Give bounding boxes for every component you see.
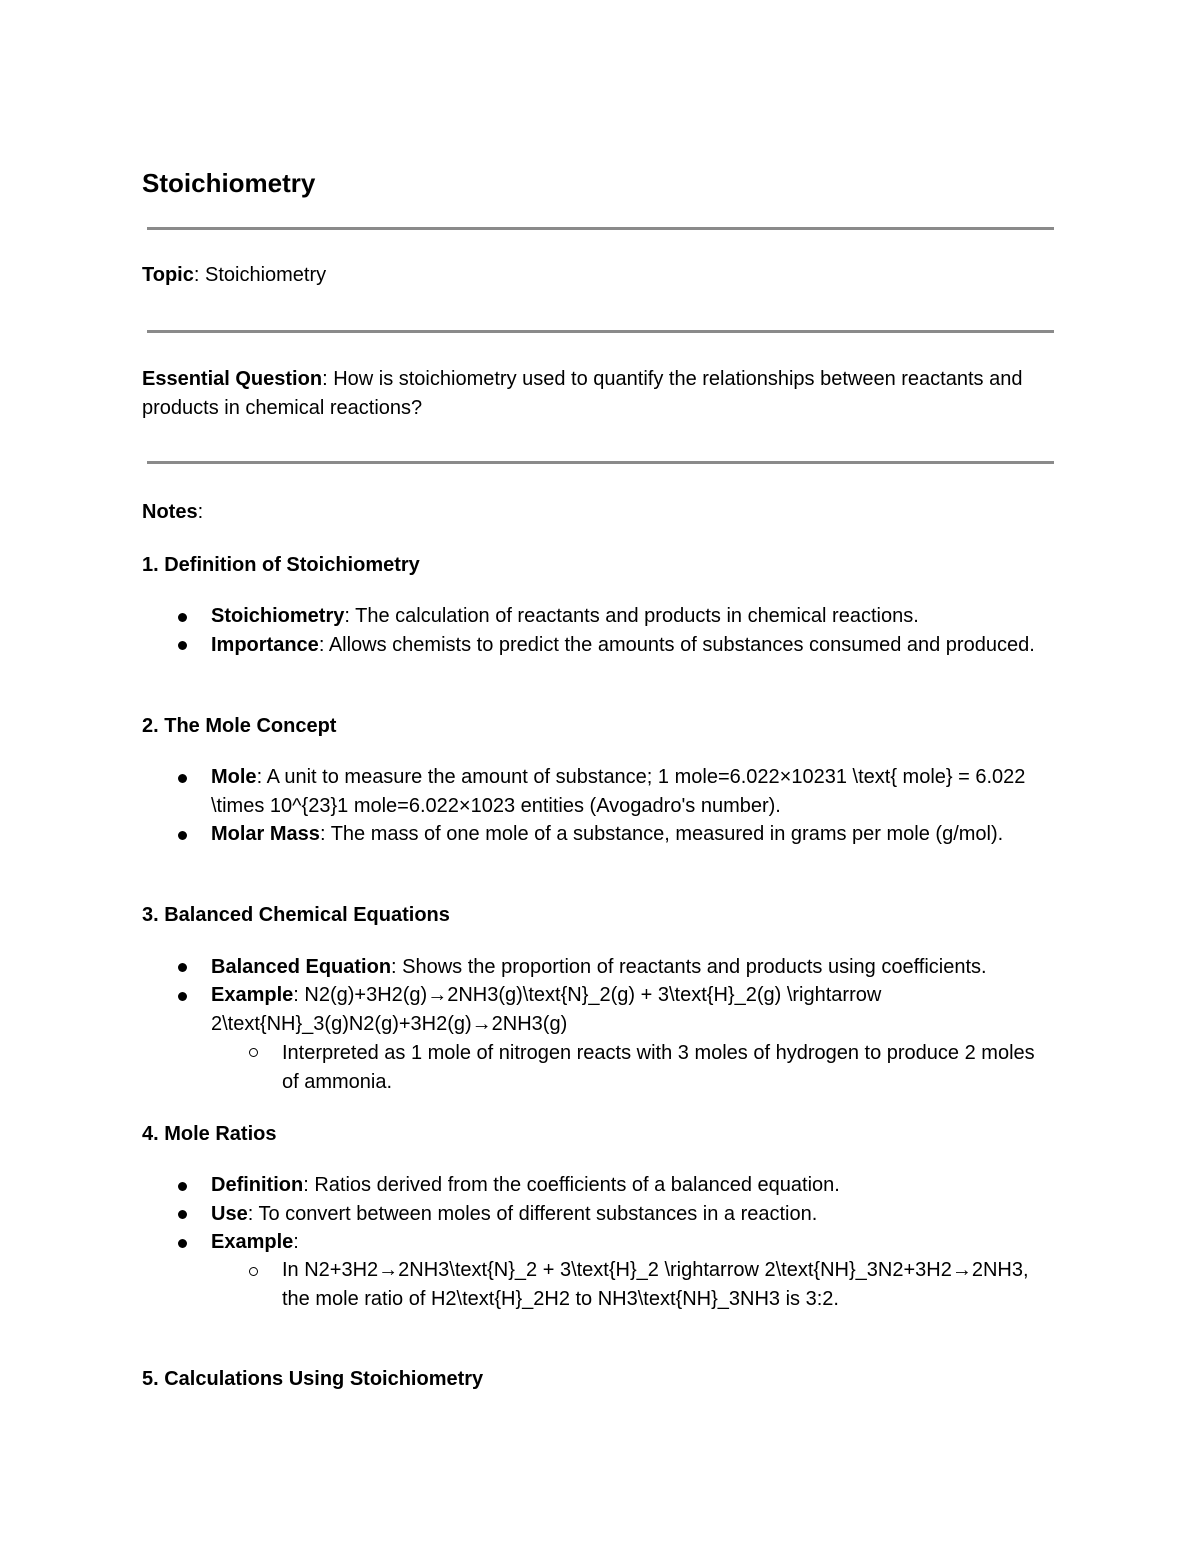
bullet-icon	[178, 613, 187, 622]
list-item-text: : The calculation of reactants and products in chemical reactions.	[344, 605, 919, 627]
notes-line	[142, 498, 203, 526]
list-item-text: : Ratios derived from the coefficients of a balanced equation.	[303, 1174, 840, 1196]
section-heading: 3. Balanced Chemical Equations	[142, 904, 450, 926]
list-item	[211, 763, 1071, 820]
list-item-term: Example	[211, 984, 294, 1006]
bullet-icon	[178, 1239, 187, 1248]
notes-separator: :	[197, 501, 204, 523]
list-item	[211, 1200, 1071, 1229]
bullet-icon	[178, 992, 187, 1001]
list-item-term: Use	[211, 1203, 248, 1225]
topic-line	[142, 261, 326, 289]
list-item-term: Stoichiometry	[211, 605, 345, 627]
list-item-text: : Shows the proportion of reactants and products using coefficients.	[391, 956, 987, 978]
list-item-term: Mole	[211, 766, 257, 788]
list-item-term: Molar Mass	[211, 823, 320, 845]
bullet-icon	[178, 641, 187, 650]
bullet-icon	[178, 774, 187, 783]
topic-label: Topic	[142, 264, 194, 286]
bullet-icon	[178, 831, 187, 840]
list-item-term: Importance	[211, 634, 319, 656]
topic-value: Stoichiometry	[204, 264, 327, 286]
bullet-icon	[178, 963, 187, 972]
list-item-text: : To convert between moles of different substances in a reaction.	[247, 1203, 818, 1225]
section-heading: 5. Calculations Using Stoichiometry	[142, 1368, 484, 1390]
sub-list-item: Interpreted as 1 mole of nitrogen reacts with 3 moles of hydrogen to produce 2 moles of ammonia.	[282, 1042, 1035, 1093]
essential-question	[142, 365, 1062, 422]
list-item-text: :	[293, 1231, 299, 1253]
list-item	[211, 602, 1071, 631]
list-item-text: : N2(g)+3H2(g)→2NH3(g)\text{N}_2(g) + 3\text{H}_2(g) \rightarrow 2\text{NH}_3(g)N2(g)+3H2(g)→2NH3(g)	[211, 984, 882, 1035]
list-item-term: Balanced Equation	[211, 956, 392, 978]
section-heading: 2. The Mole Concept	[142, 715, 337, 737]
list-item-text: : Allows chemists to predict the amounts of substances consumed and produced.	[318, 634, 1035, 656]
list-item-term: Example	[211, 1231, 294, 1253]
horizontal-rule	[147, 227, 1054, 230]
bullet-icon	[178, 1182, 187, 1191]
topic-separator: :	[193, 264, 205, 286]
list-item	[211, 1228, 1071, 1257]
bullet-icon	[178, 1210, 187, 1219]
document-title: Stoichiometry	[142, 168, 316, 198]
list-item	[211, 981, 1071, 1038]
sub-bullet-icon	[249, 1048, 258, 1057]
list-item-text: : A unit to measure the amount of substance; 1 mole=6.022×10231 \text{ mole} = 6.022 \times 10^{23}1 mole=6.022×1023 entities (Avogadro's number).	[211, 766, 1026, 817]
list-item	[211, 820, 1071, 849]
horizontal-rule	[147, 461, 1054, 464]
section-heading: 1. Definition of Stoichiometry	[142, 554, 420, 576]
essential-question-label: Essential Question	[142, 368, 323, 390]
sub-list-item: In N2+3H2→2NH3\text{N}_2 + 3\text{H}_2 \rightarrow 2\text{NH}_3N2+3H2→2NH3, the mole ratio of H2\text{H}_2H2 to NH3\text{NH}_3NH3 is 3:2.	[282, 1259, 1029, 1310]
notes-label: Notes	[142, 501, 198, 523]
list-item	[211, 1171, 1071, 1200]
horizontal-rule	[147, 330, 1054, 333]
list-item	[211, 953, 1071, 982]
essential-question-text: How is stoichiometry used to quantify the relationships between reactants and products in chemical reactions?	[142, 368, 1023, 419]
essential-question-separator: :	[322, 368, 334, 390]
list-item	[211, 631, 1071, 660]
sub-bullet-icon	[249, 1267, 258, 1276]
section-heading: 4. Mole Ratios	[142, 1123, 277, 1145]
list-item-term: Definition	[211, 1174, 304, 1196]
list-item-text: : The mass of one mole of a substance, measured in grams per mole (g/mol).	[319, 823, 1004, 845]
